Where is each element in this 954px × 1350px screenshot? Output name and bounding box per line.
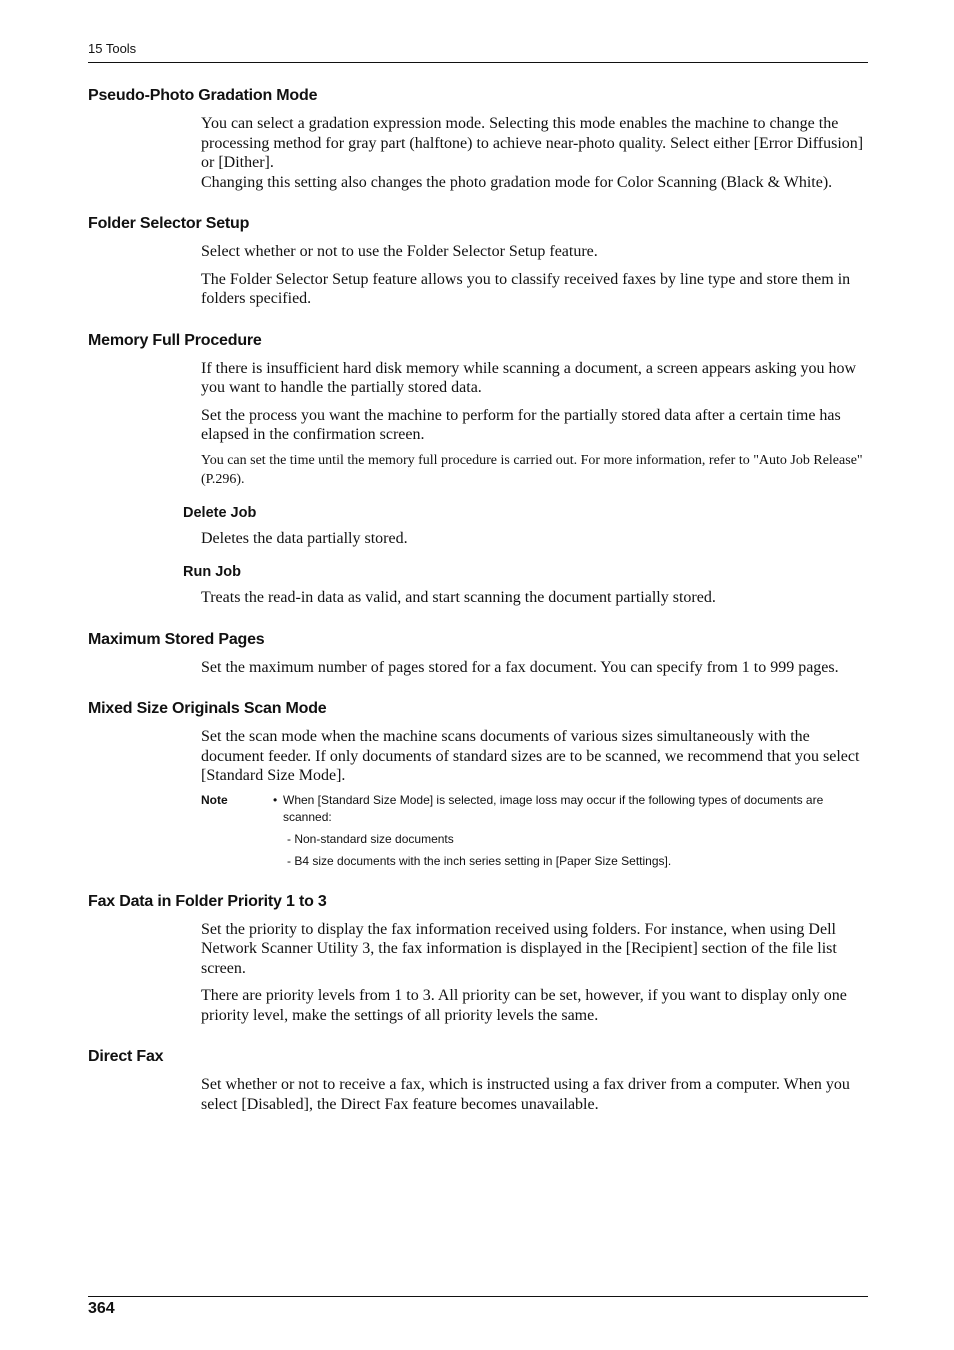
paragraph: Changing this setting also changes the photo gradation mode for Color Scanning (Black & White). — [201, 173, 833, 191]
page-number: 364 — [88, 1300, 115, 1317]
note-box — [201, 792, 866, 870]
section-title: Memory Full Procedure — [88, 331, 262, 349]
subsection-delete-job — [88, 503, 866, 549]
paragraph: There are priority levels from 1 to 3. All priority can be set, however, if you want to display only one priority level, make the settings of all priority levels the same. — [201, 987, 847, 1024]
section-pseudo-photo-gradation-mode — [88, 86, 866, 192]
subsection-title: Delete Job — [183, 504, 257, 521]
section-title: Pseudo-Photo Gradation Mode — [88, 87, 318, 104]
subsection-title: Run Job — [183, 564, 241, 580]
section-title: Fax Data in Folder Priority 1 to 3 — [88, 892, 327, 910]
footer-divider — [88, 1296, 868, 1297]
section-maximum-stored-pages — [88, 630, 866, 678]
list-item: - B4 size documents with the inch series setting in [Paper Size Settings]. — [287, 853, 672, 868]
paragraph: If there is insufficient hard disk memory while scanning a document, a screen appears asking you how you want to handle the partially stored data. — [201, 359, 857, 396]
note-text: When [Standard Size Mode] is selected, image loss may occur if the following types of documents are scanned: — [283, 792, 824, 824]
page-content — [88, 86, 866, 1136]
list-item: - Non-standard size documents — [287, 831, 454, 846]
note-body — [273, 792, 866, 870]
section-mixed-size-originals-scan-mode — [88, 699, 866, 870]
section-folder-selector-setup — [88, 214, 866, 309]
note-label: Note — [201, 792, 228, 807]
paragraph: Set the priority to display the fax information received using folders. For instance, when using Dell Network Scanner Utility 3, the fax information is displayed in the [Recipient] section of the file list screen. — [201, 920, 837, 977]
subsection-run-job — [88, 562, 866, 608]
reference-note: You can set the time until the memory full procedure is carried out. For more information, refer to "Auto Job Release" (P.296). — [201, 452, 863, 487]
chapter-header: 15 Tools — [88, 41, 137, 56]
paragraph: You can select a gradation expression mode. Selecting this mode enables the machine to change the processing method for gray part (halftone) to achieve near-photo quality. Select either [Error Diffusion] or [Dither]. — [201, 115, 864, 171]
paragraph: The Folder Selector Setup feature allows you to classify received faxes by line type and store them in folders specified. — [201, 270, 851, 307]
section-direct-fax — [88, 1047, 866, 1114]
paragraph: Set whether or not to receive a fax, which is instructed using a fax driver from a computer. When you select [Disabled], the Direct Fax feature becomes unavailable. — [201, 1076, 850, 1113]
section-title: Mixed Size Originals Scan Mode — [88, 700, 327, 717]
paragraph: Set the scan mode when the machine scans documents of various sizes simultaneously with the document feeder. If only documents of standard sizes are to be scanned, we recommend that you select [Standard Size Mode]. — [201, 728, 860, 784]
paragraph: Set the process you want the machine to perform for the partially stored data after a certain time has elapsed in the confirmation screen. — [201, 406, 841, 443]
paragraph: Select whether or not to use the Folder Selector Setup feature. — [201, 243, 598, 260]
paragraph: Deletes the data partially stored. — [201, 529, 408, 547]
section-memory-full-procedure — [88, 331, 866, 608]
section-title: Maximum Stored Pages — [88, 630, 265, 648]
note-bullet-item — [273, 792, 866, 826]
paragraph: Treats the read-in data as valid, and start scanning the document partially stored. — [201, 589, 716, 606]
section-title: Folder Selector Setup — [88, 215, 250, 232]
section-fax-data-in-folder-priority — [88, 892, 866, 1026]
paragraph: Set the maximum number of pages stored for a fax document. You can specify from 1 to 999 pages. — [201, 658, 839, 676]
bullet-icon: • — [273, 792, 278, 807]
section-title: Direct Fax — [88, 1048, 164, 1065]
header-divider — [88, 62, 868, 63]
